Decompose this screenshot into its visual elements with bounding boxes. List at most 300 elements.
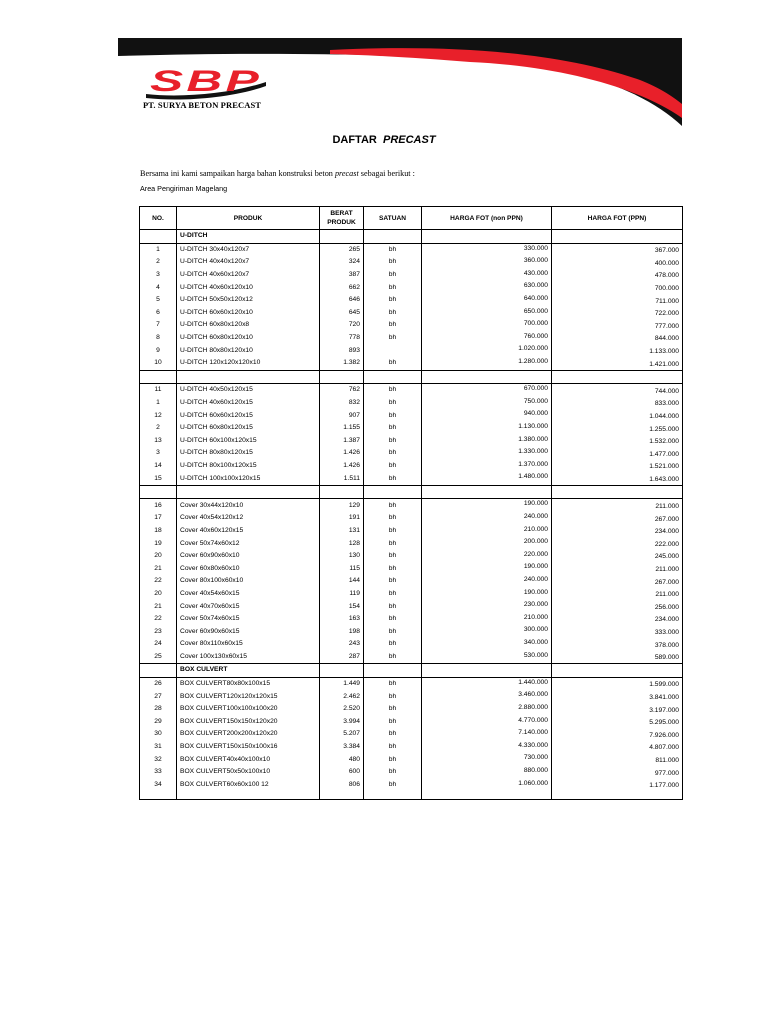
cell-harga-ppn: 711.000 [552,294,683,307]
table-row [140,256,683,269]
cell-harga-non-ppn: 1.330.000 [422,447,552,460]
cell-harga-ppn: 7.926.000 [552,728,683,741]
cell-berat: 806 [320,779,364,792]
cell-berat: 191 [320,512,364,525]
cell-produk: U-DITCH 80x80x120x15 [177,447,320,460]
cell-satuan: bh [364,447,422,460]
cell-satuan: bh [364,562,422,575]
cell-harga-non-ppn: 2.880.000 [422,703,552,716]
cell-produk [177,370,320,384]
cell-berat: 265 [320,243,364,256]
cell-satuan [364,664,422,678]
cell-harga-non-ppn: 430.000 [422,269,552,282]
cell-no: 20 [140,588,177,601]
cell-harga-ppn: 1.599.000 [552,677,683,690]
cell-produk: U-DITCH 60x60x120x10 [177,307,320,320]
cell-satuan: bh [364,600,422,613]
cell-no: 10 [140,357,177,370]
cell-harga-ppn: 222.000 [552,537,683,550]
cell-berat: 762 [320,384,364,397]
cell-harga-ppn: 267.000 [552,575,683,588]
cell-harga-non-ppn [422,791,552,800]
cell-berat: 646 [320,294,364,307]
table-row [140,460,683,473]
cell-produk: Cover 30x44x120x10 [177,499,320,512]
cell-harga-ppn [552,791,683,800]
cell-no: 9 [140,344,177,357]
cell-berat: 287 [320,651,364,664]
cell-harga-ppn: 5.295.000 [552,716,683,729]
cell-produk: U-DITCH 60x60x120x15 [177,409,320,422]
delivery-area: Area Pengiriman Magelang [140,184,228,193]
document-title [0,134,768,146]
cell-berat: 163 [320,613,364,626]
cell-no [140,485,177,499]
cell-produk: BOX CULVERT40x40x100x10 [177,753,320,766]
cell-no: 15 [140,472,177,485]
cell-harga-ppn: 1.521.000 [552,460,683,473]
cell-satuan: bh [364,651,422,664]
cell-harga-non-ppn: 1.020.000 [422,344,552,357]
cell-no: 31 [140,741,177,754]
cell-no: 14 [140,460,177,473]
cell-no: 30 [140,728,177,741]
table-body [140,230,683,800]
table-row [140,357,683,370]
cell-berat [320,230,364,244]
cell-berat: 907 [320,409,364,422]
cell-satuan: bh [364,741,422,754]
cell-satuan: bh [364,281,422,294]
cell-satuan: bh [364,422,422,435]
cell-harga-ppn: 234.000 [552,525,683,538]
cell-satuan: bh [364,677,422,690]
cell-produk: BOX CULVERT150x150x120x20 [177,716,320,729]
cell-berat: 720 [320,319,364,332]
cell-satuan: bh [364,575,422,588]
cell-produk: Cover 60x80x60x10 [177,562,320,575]
cell-produk: Cover 40x70x60x15 [177,600,320,613]
cell-harga-non-ppn: 190.000 [422,499,552,512]
table-row [140,703,683,716]
cell-harga-ppn: 833.000 [552,397,683,410]
table-row [140,447,683,460]
cell-no: 12 [140,409,177,422]
header-satuan: SATUAN [364,207,422,230]
cell-harga-non-ppn: 750.000 [422,397,552,410]
cell-no: 29 [140,716,177,729]
cell-berat: 5.207 [320,728,364,741]
cell-produk: U-DITCH 120x120x120x10 [177,357,320,370]
table-row [140,307,683,320]
cell-produk: Cover 50x74x60x12 [177,537,320,550]
table-row [140,625,683,638]
cell-satuan: bh [364,753,422,766]
cell-berat: 3.994 [320,716,364,729]
cell-produk: Cover 40x54x120x12 [177,512,320,525]
cell-no: 19 [140,537,177,550]
cell-produk: U-DITCH 40x50x120x15 [177,384,320,397]
cell-harga-non-ppn: 200.000 [422,537,552,550]
header-harga-non-ppn: HARGA FOT (non PPN) [422,207,552,230]
cell-produk: Cover 40x54x60x15 [177,588,320,601]
cell-produk: U-DITCH 100x100x120x15 [177,472,320,485]
cell-harga-non-ppn: 220.000 [422,550,552,563]
table-row [140,600,683,613]
table-row [140,779,683,792]
cell-no: 18 [140,525,177,538]
table-row [140,294,683,307]
cell-berat: 1.511 [320,472,364,485]
cell-no: 8 [140,332,177,345]
table-row [140,269,683,282]
header-harga-ppn: HARGA FOT (PPN) [552,207,683,230]
cell-harga-non-ppn: 700.000 [422,319,552,332]
cell-harga-ppn: 744.000 [552,384,683,397]
cell-harga-non-ppn: 1.130.000 [422,422,552,435]
cell-harga-non-ppn: 330.000 [422,243,552,256]
cell-harga-ppn: 245.000 [552,550,683,563]
cell-no: 26 [140,677,177,690]
table-row [140,332,683,345]
cell-produk: U-DITCH 30x40x120x7 [177,243,320,256]
table-row [140,753,683,766]
logo-letters: SBP [150,65,262,98]
table-row [140,397,683,410]
cell-berat: 1.426 [320,460,364,473]
cell-harga-non-ppn: 1.060.000 [422,779,552,792]
cell-harga-ppn: 777.000 [552,319,683,332]
header-berat [320,207,364,230]
cell-harga-ppn: 400.000 [552,256,683,269]
cell-satuan: bh [364,512,422,525]
cell-harga-non-ppn: 360.000 [422,256,552,269]
cell-no: 6 [140,307,177,320]
cell-no: 2 [140,256,177,269]
table-row [140,651,683,664]
cell-harga-non-ppn: 1.280.000 [422,357,552,370]
cell-berat: 3.384 [320,741,364,754]
table-end-row [140,791,683,800]
cell-harga-non-ppn: 210.000 [422,525,552,538]
cell-harga-non-ppn: 1.440.000 [422,677,552,690]
cell-satuan: bh [364,460,422,473]
cell-produk: U-DITCH 60x80x120x8 [177,319,320,332]
cell-harga-non-ppn: 730.000 [422,753,552,766]
cell-harga-ppn: 1.421.000 [552,357,683,370]
cell-no: 4 [140,281,177,294]
table-header-row [140,207,683,230]
cell-berat: 144 [320,575,364,588]
cell-harga-non-ppn: 240.000 [422,512,552,525]
cell-satuan: bh [364,588,422,601]
table-row [140,638,683,651]
cell-no [140,664,177,678]
cell-harga-non-ppn: 240.000 [422,575,552,588]
cell-produk [177,791,320,800]
cell-harga-ppn: 3.197.000 [552,703,683,716]
cell-harga-ppn: 1.177.000 [552,779,683,792]
table-row [140,525,683,538]
cell-berat: 387 [320,269,364,282]
cell-produk: Cover 100x130x60x15 [177,651,320,664]
cell-satuan [364,791,422,800]
cell-satuan: bh [364,307,422,320]
cell-berat: 2.520 [320,703,364,716]
header-swoosh-graphic [0,0,768,140]
table-row [140,550,683,563]
cell-satuan: bh [364,525,422,538]
cell-satuan: bh [364,703,422,716]
cell-produk: U-DITCH 60x80x120x15 [177,422,320,435]
cell-harga-ppn: 333.000 [552,625,683,638]
cell-no: 21 [140,562,177,575]
cell-harga-ppn: 378.000 [552,638,683,651]
cell-satuan: bh [364,613,422,626]
cell-produk: U-DITCH 40x40x120x7 [177,256,320,269]
cell-no: 32 [140,753,177,766]
cell-harga-ppn: 977.000 [552,766,683,779]
cell-produk: Cover 60x90x60x15 [177,625,320,638]
cell-berat: 119 [320,588,364,601]
cell-no: 3 [140,447,177,460]
header-produk: PRODUK [177,207,320,230]
cell-no: 5 [140,294,177,307]
cell-berat: 662 [320,281,364,294]
cell-harga-ppn: 478.000 [552,269,683,282]
cell-berat: 480 [320,753,364,766]
cell-satuan [364,230,422,244]
cell-harga-non-ppn: 640.000 [422,294,552,307]
cell-harga-ppn: 1.255.000 [552,422,683,435]
cell-satuan: bh [364,537,422,550]
cell-satuan: bh [364,384,422,397]
cell-harga-ppn: 234.000 [552,613,683,626]
cell-satuan: bh [364,499,422,512]
cell-no: 24 [140,638,177,651]
cell-berat [320,791,364,800]
cell-harga-ppn: 211.000 [552,499,683,512]
cell-berat: 600 [320,766,364,779]
cell-berat: 154 [320,600,364,613]
cell-harga-ppn: 1.133.000 [552,344,683,357]
table-row [140,766,683,779]
cell-berat: 893 [320,344,364,357]
cell-satuan: bh [364,294,422,307]
table-row [140,422,683,435]
cell-harga-ppn: 211.000 [552,562,683,575]
cell-satuan: bh [364,728,422,741]
cell-produk: U-DITCH 40x60x120x10 [177,281,320,294]
company-name: PT. SURYA BETON PRECAST [143,100,262,110]
cell-harga-ppn: 1.532.000 [552,435,683,448]
cell-harga-ppn: 1.477.000 [552,447,683,460]
cell-produk: U-DITCH 40x60x120x7 [177,269,320,282]
cell-harga-non-ppn: 670.000 [422,384,552,397]
cell-harga-ppn: 211.000 [552,588,683,601]
cell-produk: U-DITCH 50x50x120x12 [177,294,320,307]
cell-harga-non-ppn: 1.370.000 [422,460,552,473]
cell-harga-non-ppn: 190.000 [422,588,552,601]
cell-harga-non-ppn: 230.000 [422,600,552,613]
cell-produk: Cover 60x90x60x10 [177,550,320,563]
price-table [139,206,683,800]
cell-no: 1 [140,243,177,256]
cell-produk: BOX CULVERT60x60x100 12 [177,779,320,792]
cell-berat: 832 [320,397,364,410]
cell-produk [177,485,320,499]
cell-berat: 128 [320,537,364,550]
cell-produk: U-DITCH 80x100x120x15 [177,460,320,473]
header-berat-line1: BERAT [330,210,353,217]
table-row [140,472,683,485]
cell-no: 20 [140,550,177,563]
cell-produk: BOX CULVERT150x150x100x16 [177,741,320,754]
table-section-row [140,664,683,678]
table-row [140,537,683,550]
table-section-row [140,230,683,244]
table-row [140,690,683,703]
cell-no: 22 [140,613,177,626]
cell-harga-ppn: 722.000 [552,307,683,320]
cell-harga-ppn: 367.000 [552,243,683,256]
cell-produk: U-DITCH 40x60x120x15 [177,397,320,410]
title-italic: PRECAST [382,134,436,146]
cell-harga-ppn: 3.841.000 [552,690,683,703]
cell-no: 16 [140,499,177,512]
cell-satuan: bh [364,397,422,410]
cell-satuan: bh [364,638,422,651]
cell-berat: 131 [320,525,364,538]
cell-berat [320,485,364,499]
intro-italic: precast [334,169,359,178]
cell-berat [320,664,364,678]
cell-harga-non-ppn [422,370,552,384]
cell-harga-non-ppn: 630.000 [422,281,552,294]
table-row [140,243,683,256]
table-row [140,512,683,525]
table-row [140,613,683,626]
cell-berat: 198 [320,625,364,638]
table-row [140,384,683,397]
cell-produk: Cover 40x60x120x15 [177,525,320,538]
cell-produk: U-DITCH 60x100x120x15 [177,435,320,448]
cell-no [140,791,177,800]
cell-no: 2 [140,422,177,435]
cell-produk: BOX CULVERT200x200x120x20 [177,728,320,741]
cell-produk: U-DITCH 60x80x120x10 [177,332,320,345]
cell-no: 7 [140,319,177,332]
cell-satuan [364,344,422,357]
table-row [140,677,683,690]
cell-harga-non-ppn: 650.000 [422,307,552,320]
cell-satuan: bh [364,332,422,345]
table-row [140,741,683,754]
cell-no: 33 [140,766,177,779]
cell-satuan: bh [364,779,422,792]
cell-harga-non-ppn: 340.000 [422,638,552,651]
cell-produk: U-DITCH 80x80x120x10 [177,344,320,357]
cell-harga-non-ppn: 4.770.000 [422,716,552,729]
cell-harga-ppn: 1.044.000 [552,409,683,422]
cell-harga-ppn: 844.000 [552,332,683,345]
cell-berat: 115 [320,562,364,575]
cell-harga-non-ppn: 530.000 [422,651,552,664]
cell-no [140,230,177,244]
cell-harga-ppn: 267.000 [552,512,683,525]
cell-berat: 1.449 [320,677,364,690]
cell-berat: 645 [320,307,364,320]
cell-satuan: bh [364,243,422,256]
cell-berat: 778 [320,332,364,345]
cell-harga-non-ppn: 4.330.000 [422,741,552,754]
cell-satuan: bh [364,625,422,638]
cell-produk: BOX CULVERT [177,664,320,678]
cell-no: 13 [140,435,177,448]
cell-harga-non-ppn: 300.000 [422,625,552,638]
table-row [140,499,683,512]
cell-harga-non-ppn: 1.480.000 [422,472,552,485]
cell-no: 11 [140,384,177,397]
header-berat-line2: PRODUK [327,219,356,226]
cell-no: 34 [140,779,177,792]
cell-produk: BOX CULVERT100x100x100x20 [177,703,320,716]
cell-berat: 130 [320,550,364,563]
cell-harga-ppn: 256.000 [552,600,683,613]
table-row [140,344,683,357]
cell-produk: BOX CULVERT50x50x100x10 [177,766,320,779]
cell-satuan: bh [364,435,422,448]
cell-satuan: bh [364,269,422,282]
table-header [140,207,683,230]
cell-harga-non-ppn: 880.000 [422,766,552,779]
table-row [140,281,683,294]
cell-no: 23 [140,625,177,638]
cell-harga-non-ppn: 190.000 [422,562,552,575]
cell-satuan: bh [364,472,422,485]
cell-satuan: bh [364,550,422,563]
cell-harga-ppn [552,230,683,244]
cell-no: 21 [140,600,177,613]
cell-berat: 1.426 [320,447,364,460]
cell-berat: 1.387 [320,435,364,448]
table-row [140,728,683,741]
cell-no: 1 [140,397,177,410]
cell-produk: BOX CULVERT80x80x100x15 [177,677,320,690]
cell-harga-ppn: 589.000 [552,651,683,664]
table-row [140,435,683,448]
header-no: NO. [140,207,177,230]
cell-berat: 2.462 [320,690,364,703]
cell-produk: BOX CULVERT120x120x120x15 [177,690,320,703]
table-row [140,319,683,332]
cell-no: 25 [140,651,177,664]
cell-harga-ppn [552,370,683,384]
title-plain: DAFTAR [332,134,377,146]
intro-after: sebagai berikut : [360,169,415,178]
intro-text [140,169,415,178]
cell-berat: 129 [320,499,364,512]
cell-harga-non-ppn: 760.000 [422,332,552,345]
cell-satuan: bh [364,716,422,729]
table-spacer-row [140,370,683,384]
cell-berat: 1.155 [320,422,364,435]
table-row [140,575,683,588]
cell-produk: Cover 50x74x60x15 [177,613,320,626]
intro-before: Bersama ini kami sampaikan harga bahan konstruksi beton [140,169,333,178]
cell-produk: U-DITCH [177,230,320,244]
cell-harga-ppn: 700.000 [552,281,683,294]
